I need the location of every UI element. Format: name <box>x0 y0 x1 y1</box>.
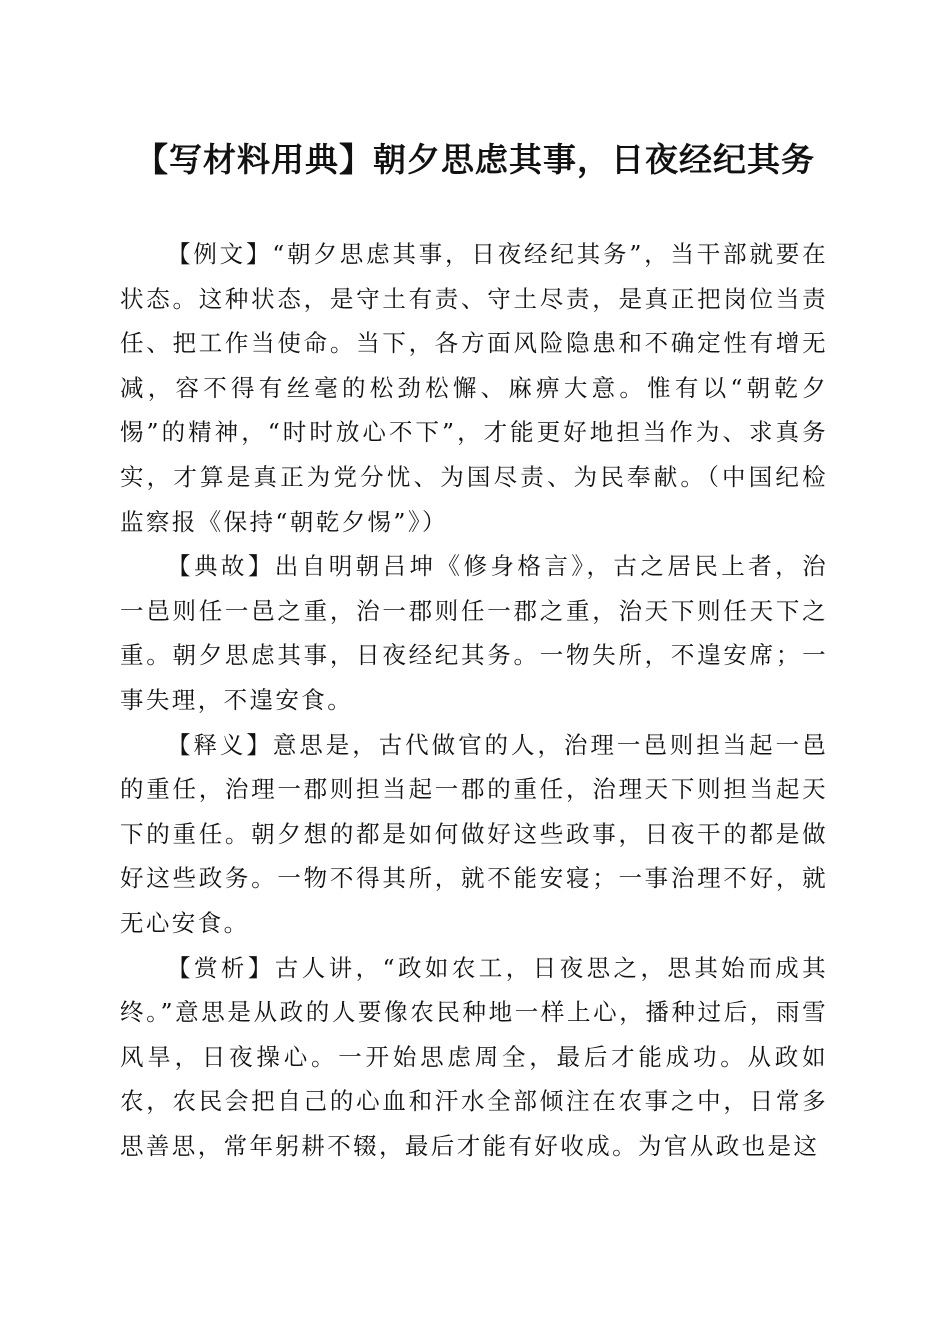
paragraph-meaning: 【释义】意思是，古代做官的人，治理一邑则担当起一邑的重任，治理一郡则担当起一郡的重任，治理天下则担当起天下的重任。朝夕想的都是如何做好这些政事，日夜干的都是做好这些政务。一物不得其所，就不能安寝；一事治理不好，就无心安食。 <box>120 730 828 937</box>
paragraph-allusion: 【典故】出自明朝吕坤《修身格言》，古之居民上者，治一邑则任一邑之重，治一郡则任一郡之重，治天下则任天下之重。朝夕思虑其事，日夜经纪其务。一物失所，不遑安席；一事失理，不遑安食。 <box>120 552 828 714</box>
document-body <box>120 232 828 1168</box>
page-title: 【写材料用典】朝夕思虑其事，日夜经纪其务 <box>135 140 815 179</box>
paragraph-appreciation: 【赏析】古人讲，“政如农工，日夜思之，思其始而成其终。”意思是从政的人要像农民种地一样上心，播种过后，雨雪风旱，日夜操心。一开始思虑周全，最后才能成功。从政如农，农民会把自己的心血和汗水全部倾注在农事之中，日常多思善思，常年躬耕不辍，最后才能有好收成。为官从政也是这 <box>120 953 828 1160</box>
paragraph-example: 【例文】“朝夕思虑其事，日夜经纪其务”，当干部就要在状态。这种状态，是守土有责、守土尽责，是真正把岗位当责任、把工作当使命。当下，各方面风险隐患和不确定性有增无减，容不得有丝毫的松劲松懈、麻痹大意。惟有以“朝乾夕惕”的精神，“时时放心不下”，才能更好地担当作为、求真务实，才算是真正为党分忧、为国尽责、为民奉献。（中国纪检监察报《保持“朝乾夕惕”》） <box>120 240 828 536</box>
